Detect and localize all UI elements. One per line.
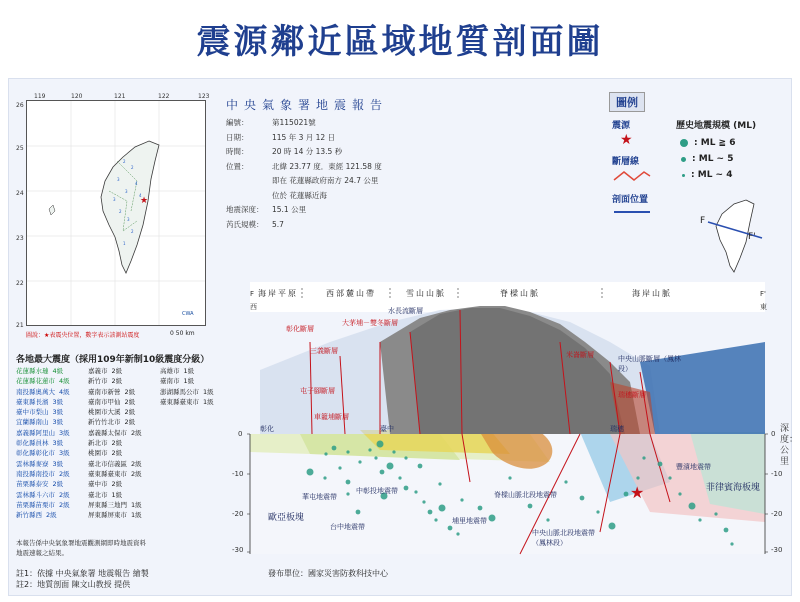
- quake-dot: [358, 460, 361, 463]
- depth-tick: 0: [238, 430, 243, 438]
- lat-tick: 23: [16, 235, 24, 242]
- intensity-row: 臺北市信義區 2級: [88, 459, 142, 468]
- report-heading: 中央氣象署地震報告: [226, 98, 389, 112]
- svg-text:2: 2: [123, 159, 126, 164]
- seismic-zone-label: 中央山脈北段地震帶（鳳林段）: [532, 529, 595, 547]
- taiwan-map-svg: [27, 101, 205, 325]
- quake-dot: [689, 503, 696, 510]
- profile-line-icon: [612, 208, 652, 216]
- intensity-row: 臺東縣長濱 3級: [16, 397, 64, 406]
- intensity-row: 桃園市大溪 2級: [88, 408, 136, 417]
- quake-dot-icon: [681, 157, 686, 162]
- svg-text:2: 2: [131, 229, 134, 234]
- intensity-row: 花蓮縣水璉 4級: [16, 367, 64, 375]
- depth-tick: -30: [232, 546, 244, 554]
- report-line: 位置： 北緯 23.77 度．東經 121.58 度: [226, 161, 382, 171]
- report-line: 位於 花蓮縣近海: [272, 190, 327, 200]
- fault-label: 彰化斷層: [286, 325, 314, 333]
- intensity-row: 桃園市 2級: [88, 449, 123, 458]
- intensity-row: 新竹市 2級: [88, 377, 123, 386]
- legend-fault-label: 斷層線: [612, 157, 640, 167]
- fault-label: 瑞穗斷層: [618, 391, 646, 399]
- intensity-row: 雲林縣斗六市 2級: [16, 490, 70, 499]
- lat-tick: 24: [16, 190, 24, 197]
- lon-tick: 120: [71, 93, 83, 100]
- quake-dot: [380, 470, 385, 475]
- quake-dot: [418, 464, 423, 469]
- taiwan-map: [26, 100, 206, 326]
- quake-dot: [456, 532, 459, 535]
- intensity-row: 苗栗縣泰安 2級: [16, 480, 64, 489]
- quake-dot: [346, 492, 349, 495]
- fault-label: 三義斷層: [310, 347, 338, 355]
- legend-mag-5: : ML ~ 5: [680, 154, 734, 164]
- quake-dot: [404, 456, 407, 459]
- quake-dot: [422, 500, 425, 503]
- svg-text:CWA: CWA: [182, 311, 194, 317]
- quake-dot: [346, 480, 351, 485]
- intensity-row: 臺東縣臺東市 2級: [88, 469, 142, 478]
- quake-dot: [356, 510, 361, 515]
- intensity-row: 嘉義縣太保市 2級: [88, 428, 142, 437]
- quake-dot: [439, 505, 446, 512]
- legend-history-label: 歷史地震規模 (ML): [676, 121, 757, 131]
- fault-label: 屯子腳斷層: [300, 387, 335, 395]
- intensity-row: 花蓮縣花蓮市 4級: [16, 377, 70, 386]
- quake-dot: [489, 515, 496, 522]
- depth-tick: -20: [771, 510, 783, 518]
- quake-dot: [414, 490, 417, 493]
- seismic-zone-label: 華屯地震帶: [302, 493, 337, 501]
- depth-tick: -10: [232, 470, 244, 478]
- taiwan-island-shape: [101, 141, 159, 273]
- fault-label: 中央山脈斷層（鳳林段）: [618, 355, 681, 373]
- depth-tick: -30: [771, 546, 783, 554]
- seismic-zone-label: 台中地震帶: [330, 523, 365, 531]
- section-fprime-label: F': [760, 290, 766, 298]
- lon-tick: 121: [114, 93, 126, 100]
- svg-text:4: 4: [135, 181, 138, 186]
- intensity-row: 新竹縣西 2級: [16, 511, 57, 520]
- cross-section: [230, 282, 799, 572]
- quake-dot: [698, 518, 701, 521]
- section-west-label: 西: [250, 303, 257, 311]
- intensity-title: 各地最大震度（採用109年新制10級震度分級）: [16, 355, 210, 365]
- seismic-zone-label: 豐濱地震帶: [676, 463, 711, 471]
- quake-dot: [658, 462, 663, 467]
- quake-dot: [642, 456, 645, 459]
- seismic-zone-label: 埔里地震帶: [452, 517, 487, 525]
- intensity-row: 南投縣奧萬大 4級: [16, 387, 70, 396]
- quake-dot: [374, 456, 377, 459]
- intensity-row: 嘉義市 2級: [88, 367, 123, 375]
- zone-label: 雪山山脈: [406, 289, 446, 298]
- svg-text:3: 3: [117, 177, 120, 182]
- zone-label: 脊樑山脈: [500, 289, 540, 298]
- intensity-row: 彰化縣彰化市 3級: [16, 449, 70, 458]
- plate-label: 歐亞板塊: [268, 513, 305, 523]
- publisher: 發布單位：國家災害防救科技中心: [268, 569, 388, 578]
- quake-dot: [332, 446, 337, 451]
- legend-title: 圖例: [609, 92, 645, 112]
- quake-dot: [398, 476, 401, 479]
- profile-label-fprime: F': [748, 232, 756, 242]
- quake-dot: [307, 469, 314, 476]
- quake-dot: [387, 463, 394, 470]
- svg-text:3: 3: [125, 189, 128, 194]
- fault-label: 大茅埔－雙冬斷層: [342, 319, 398, 327]
- intensity-col-2: [88, 366, 142, 520]
- quake-dot-icon: [682, 174, 685, 177]
- quake-dot: [624, 492, 629, 497]
- zone-label: 海岸山脈: [632, 289, 672, 298]
- report-line: 芮氏規模： 5.7: [226, 219, 284, 229]
- intensity-row: 澎湖縣馬公市 1級: [160, 387, 214, 396]
- epicenter-star-icon: ★: [620, 132, 633, 148]
- lon-tick: 119: [34, 93, 46, 100]
- intensity-row: 屏東縣屏東市 1級: [88, 511, 142, 520]
- quake-dot: [377, 441, 384, 448]
- quake-dot: [636, 476, 639, 479]
- quake-dot-icon: [680, 139, 688, 147]
- page-title: 震源鄰近區域地質剖面圖: [196, 22, 604, 62]
- quake-dot: [580, 496, 585, 501]
- quake-dot: [678, 492, 681, 495]
- depth-tick: -10: [771, 470, 783, 478]
- intensity-col-3: [160, 366, 214, 407]
- section-east-label: 東: [760, 303, 767, 311]
- quake-dot: [368, 448, 371, 451]
- quake-dot: [324, 452, 327, 455]
- footnotes: 註1：依據 中央氣象署 地震報告 繪製 註2：地質剖面 陳文山教授 提供: [16, 569, 149, 589]
- intensity-row: 苗栗縣苗栗市 2級: [16, 500, 70, 509]
- quake-dot: [730, 542, 733, 545]
- quake-dot: [438, 482, 441, 485]
- region-label: 臺中: [380, 425, 394, 433]
- region-label: 彰化: [260, 425, 274, 433]
- quake-dot: [428, 510, 433, 515]
- intensity-row: 臺南市新營 2級: [88, 387, 136, 396]
- quake-dot: [434, 518, 437, 521]
- epicenter-star-icon: ★: [140, 196, 149, 206]
- intensity-row: 臺中市 2級: [88, 480, 123, 489]
- svg-text:4: 4: [139, 193, 142, 198]
- intensity-row: 屏東縣三地門 1級: [88, 500, 142, 509]
- fault-label: 車籠埔斷層: [314, 413, 349, 421]
- quake-dot: [478, 506, 483, 511]
- quake-dot: [404, 486, 409, 491]
- lat-tick: 22: [16, 280, 24, 287]
- report-line: 日期： 115 年 3 月 12 日: [226, 132, 336, 142]
- quake-dot: [460, 498, 463, 501]
- profile-label-f: F: [700, 216, 706, 226]
- quake-dot: [508, 476, 511, 479]
- map-scale: 0 50 km: [170, 330, 195, 337]
- svg-text:3: 3: [127, 217, 130, 222]
- lat-tick: 21: [16, 322, 24, 329]
- quake-dot: [596, 510, 599, 513]
- svg-text:2: 2: [131, 165, 134, 170]
- svg-text:1: 1: [123, 241, 126, 246]
- report-line: 地震深度： 15.1 公里: [226, 205, 307, 214]
- quake-dot: [724, 528, 729, 533]
- depth-axis-title: 深度：公里: [780, 424, 799, 467]
- legend-mag-4: : ML ~ 4: [680, 170, 733, 180]
- report-line: 編號： 第115021號: [226, 118, 316, 127]
- depth-tick: 0: [771, 430, 776, 438]
- section-f-label: F: [250, 290, 255, 298]
- legend-profile-label: 剖面位置: [612, 195, 649, 205]
- cross-section-svg: [230, 282, 799, 572]
- quake-dot: [338, 466, 341, 469]
- intensity-row: 新北市 2級: [88, 439, 123, 448]
- region-label: 瑞穗: [610, 425, 624, 433]
- intensity-row: 彰化縣員林 3級: [16, 439, 64, 448]
- quake-dot: [546, 518, 549, 521]
- lat-tick: 26: [16, 102, 24, 109]
- svg-text:3: 3: [113, 197, 116, 202]
- profile-location-map: [700, 196, 766, 280]
- legend-epicenter-label: 震源: [612, 121, 631, 131]
- quake-dot: [609, 523, 616, 530]
- seismic-zone-label: 中彰投地震帶: [356, 487, 398, 495]
- report-details: [226, 116, 382, 232]
- quake-dot: [323, 476, 326, 479]
- intensity-row: 臺東縣臺東市 1級: [160, 397, 214, 406]
- depth-tick: -20: [232, 510, 244, 518]
- intensity-row: 臺中市梨山 3級: [16, 408, 64, 417]
- intensity-row: 雲林縣麥寮 3級: [16, 459, 64, 468]
- intensity-row: 高雄市 1級: [160, 367, 195, 375]
- lon-tick: 123: [198, 93, 210, 100]
- quake-dot: [668, 476, 671, 479]
- intensity-row: 臺南市甲仙 2級: [88, 397, 136, 406]
- intensity-row: 南投縣南投市 2級: [16, 469, 70, 478]
- quake-dot: [528, 504, 533, 509]
- svg-text:2: 2: [119, 209, 122, 214]
- zone-label: 西部麓山帶: [326, 289, 376, 298]
- fault-label: 水長流斷層: [388, 307, 423, 315]
- quake-dot: [714, 512, 717, 515]
- quake-dot: [346, 450, 349, 453]
- seismic-zone-label: 脊樑山脈北段地震帶: [494, 491, 557, 499]
- report-line: 即在 花蓮縣政府南方 24.7 公里: [272, 176, 379, 185]
- fault-line-icon: [612, 170, 652, 182]
- report-line: 時間： 20 時 14 分 13.5 秒: [226, 147, 343, 156]
- lat-tick: 25: [16, 145, 24, 152]
- intensity-row: 宜蘭縣南山 3級: [16, 418, 64, 427]
- intensity-note: 本報告係中央氣象署地震觀測網即時地震資料 地震速報之結果。: [16, 539, 146, 557]
- legend-mag-6: : ML ≧ 6: [680, 138, 736, 148]
- intensity-row: 臺南市 1級: [160, 377, 195, 386]
- fault-label: 米崙斷層: [566, 351, 594, 359]
- intensity-row: 新竹竹北市 2級: [88, 418, 136, 427]
- map-caption: 圖說：★表震央位置，數字表示該測站震度: [26, 332, 140, 339]
- intensity-row: 嘉義縣阿里山 3級: [16, 428, 70, 437]
- quake-dot: [392, 450, 395, 453]
- plate-label: 菲律賓海板塊: [706, 483, 761, 493]
- quake-dot: [564, 480, 567, 483]
- intensity-row: 臺北市 1級: [88, 490, 123, 499]
- intensity-col-1: [16, 366, 70, 520]
- zone-label: 海岸平原: [258, 289, 298, 298]
- quake-dot: [448, 526, 453, 531]
- lon-tick: 122: [158, 93, 170, 100]
- epicenter-star-icon: ★: [630, 483, 645, 502]
